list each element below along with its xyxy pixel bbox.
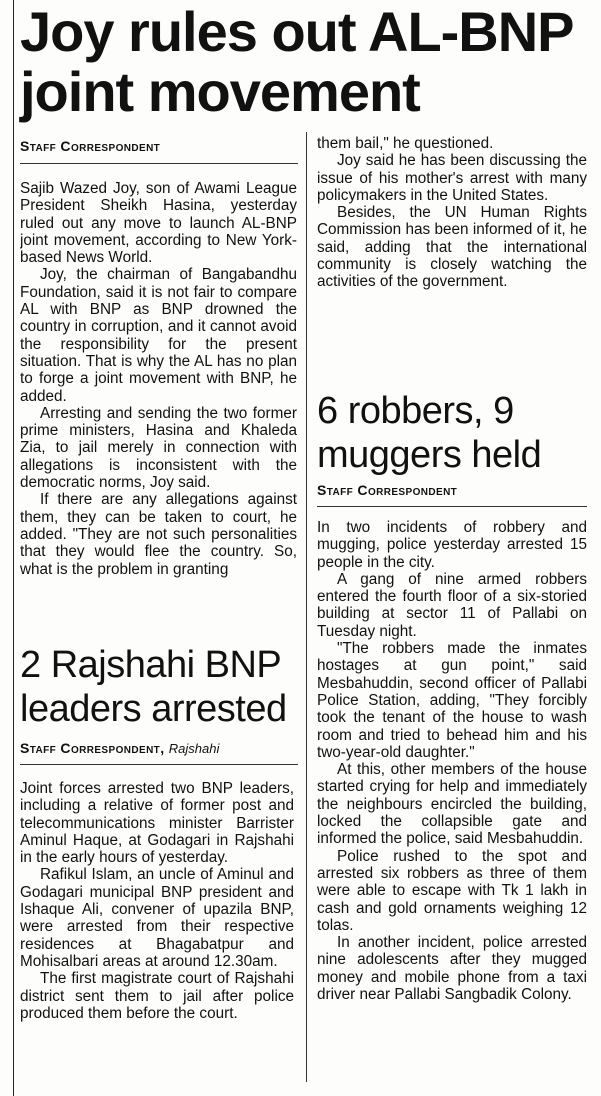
article2-byline-name: Staff Correspondent, (20, 740, 165, 756)
article2-headline-line1: 2 Rajshahi BNP (20, 644, 282, 686)
article3-headline-line2: muggers held (317, 434, 542, 476)
article3-paragraph: "The robbers made the inmates hostages at gun point," said Mesbahuddin, second officer of Pallabi Police Station, adding, "They forcibly took the tenant of the house to wash room and tried to behead him and his two-year-old daughter." (317, 640, 587, 761)
article1-paragraph: Joy said he has been discussing the issue of his mother's arrest with many policymakers in the United States. (317, 152, 587, 204)
article1-paragraph: Sajib Wazed Joy, son of Awami League President Sheikh Hasina, yesterday ruled out any move to launch AL-BNP joint movement, according to New York-based News World. (20, 180, 297, 267)
article2-paragraph: The first magistrate court of Rajshahi district sent them to jail after police produced them before the court. (20, 970, 294, 1022)
article3-headline-line1: 6 robbers, 9 (317, 390, 514, 432)
article2-byline-location: Rajshahi (168, 741, 220, 756)
article2-headline (20, 646, 287, 734)
article1-headline-line1: Joy rules out AL-BNP (20, 0, 574, 63)
article1-body-col2 (317, 135, 587, 330)
article2-byline (20, 740, 219, 756)
article2-body (20, 780, 294, 1080)
article1-byline-rule (20, 163, 298, 164)
article2-byline-rule (20, 764, 298, 765)
article1-paragraph: them bail," he questioned. (317, 135, 494, 152)
article3-paragraph: In two incidents of robbery and mugging, police yesterday arrested 15 people in the city. (317, 519, 587, 571)
article3-paragraph: At this, other members of the house started crying for help and immediately the neighbours encircled the building, locked the collapsible gate and informed the police, said Mesbahuddin. (317, 761, 587, 848)
article1-paragraph: Besides, the UN Human Rights Commission has been informed of it, he said, adding that the international community is closely watching the activities of the government. (317, 204, 587, 291)
article1-byline: Staff Correspondent (20, 138, 161, 154)
article3-paragraph: A gang of nine armed robbers entered the fourth floor of a six-storied building at sector 11 of Pallabi on Tuesday night. (317, 570, 587, 640)
article2-paragraph: Joint forces arrested two BNP leaders, including a relative of former post and telecommunications minister Barrister Aminul Haque, at Godagari in Rajshahi in the early hours of yesterday. (20, 780, 294, 867)
article2-headline-line2: leaders arrested (20, 688, 287, 730)
article1-paragraph: Joy, the chairman of Bangabandhu Foundation, said it is not fair to compare AL with BNP as BNP drowned the country in corruption, and it cannot avoid the responsibility for the present situation. That is why the AL has no plan to forge a joint movement with BNP, he added. (20, 266, 297, 405)
article1-body-col1 (20, 180, 297, 630)
article1-paragraph: If there are any allegations against them, they can be taken to court, he added. "They are not such personalities that they would flee the country. So, what is the problem in granting (20, 491, 297, 578)
article1-headline (20, 0, 574, 124)
article3-paragraph: Police rushed to the spot and arrested six robbers as three of them were able to escape with Tk 1 lakh in cash and gold ornaments weighing 12 tolas. (317, 847, 587, 934)
article1-paragraph: Arresting and sending the two former prime ministers, Hasina and Khaleda Zia, to jail merely in connection with allegations is inconsistent with the democratic norms, Joy said. (20, 404, 297, 492)
article3-paragraph: In another incident, police arrested nine adolescents after they mugged money and mobile phone from a taxi driver near Pallabi Sangbadik Colony. (317, 934, 587, 1004)
article3-byline-rule (317, 506, 587, 507)
article2-paragraph: Rafikul Islam, an uncle of Aminul and Godagari municipal BNP president and Ishaque Ali, convener of upazila BNP, were arrested from their respective residences at Bhagabatpur and Mohisalbari areas at around 12.30am. (20, 866, 294, 970)
column-divider (306, 132, 307, 1082)
article3-byline: Staff Correspondent (317, 482, 458, 498)
page-left-rule (13, 0, 14, 1096)
article1-headline-line2: joint movement (20, 60, 420, 123)
article3-headline (317, 392, 541, 480)
article3-body (317, 519, 587, 1079)
